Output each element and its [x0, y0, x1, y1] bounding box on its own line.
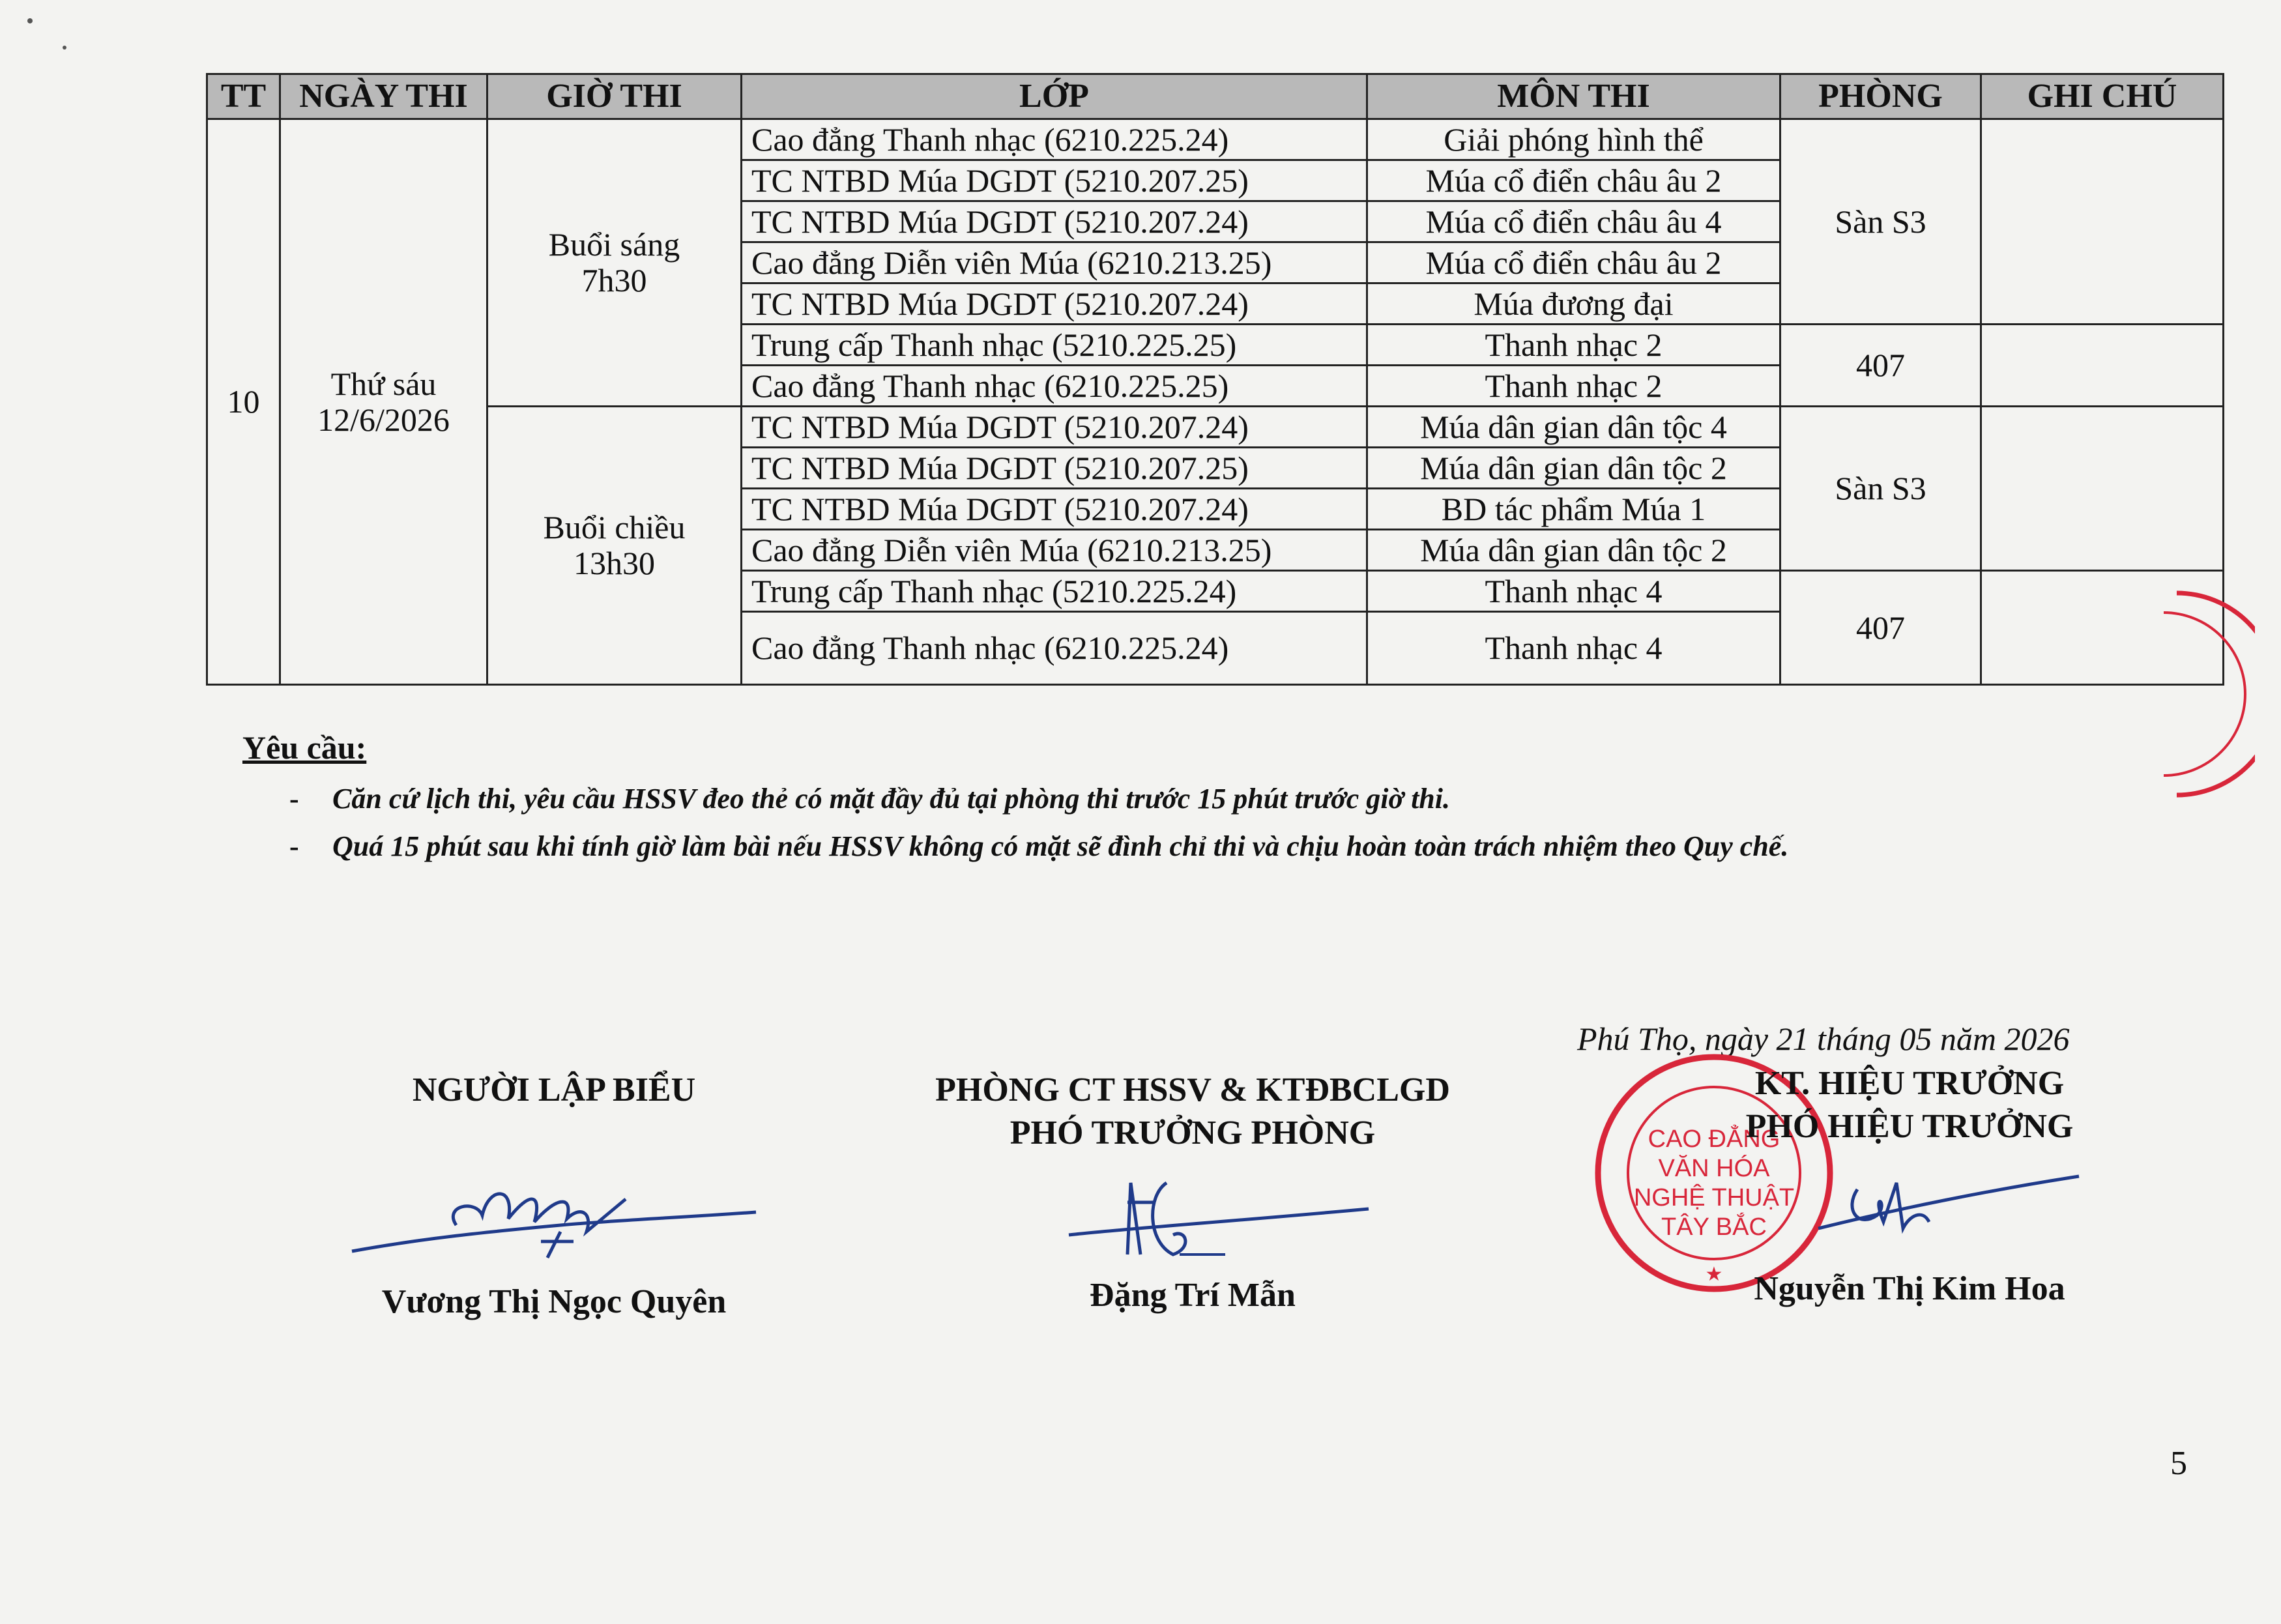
bullet-dash: - — [289, 783, 299, 815]
header-mon-thi: MÔN THI — [1367, 74, 1780, 119]
class-cell: Cao đẳng Diễn viên Múa (6210.213.25) — [742, 242, 1367, 283]
signature-block-department — [867, 1069, 1518, 1329]
class-cell: Trung cấp Thanh nhạc (5210.225.24) — [742, 571, 1367, 612]
header-phong: PHÒNG — [1780, 74, 1981, 119]
tt-cell: 10 — [207, 119, 280, 685]
signer-name: Đặng Trí Mẫn — [1090, 1277, 1296, 1314]
session-time-cell — [487, 407, 742, 685]
svg-text:★: ★ — [1705, 1264, 1723, 1285]
exam-schedule-table — [206, 73, 2224, 686]
class-cell: Cao đẳng Thanh nhạc (6210.225.24) — [742, 612, 1367, 685]
subject-cell: Múa cổ điển châu âu 2 — [1367, 242, 1780, 283]
session-time-cell — [487, 119, 742, 407]
header-gio-thi: GIỜ THI — [487, 74, 742, 119]
class-cell: Cao đẳng Diễn viên Múa (6210.213.25) — [742, 530, 1367, 571]
requirement-text: Quá 15 phút sau khi tính giờ làm bài nếu HSSV không có mặt sẽ đình chỉ thi và chịu hoàn toàn trách nhiệm theo Quy chế. — [332, 830, 1789, 862]
requirement-text: Căn cứ lịch thi, yêu cầu HSSV đeo thẻ có mặt đầy đủ tại phòng thi trước 15 phút trước giờ thi. — [332, 783, 1450, 815]
stamp-line: CAO ĐẲNG — [1648, 1125, 1780, 1153]
header-ngay-thi: NGÀY THI — [280, 74, 487, 119]
subject-cell: Thanh nhạc 2 — [1367, 366, 1780, 407]
bullet-dash: - — [289, 830, 299, 862]
signer-title: PHÒNG CT HSSV & KTĐBCLGD — [935, 1071, 1450, 1109]
class-cell: Cao đẳng Thanh nhạc (6210.225.24) — [742, 119, 1367, 160]
exam-date-cell — [280, 119, 487, 685]
table-header-row — [207, 74, 2224, 119]
exam-date: 12/6/2026 — [317, 401, 450, 438]
header-lop: LỚP — [742, 74, 1367, 119]
subject-cell: Thanh nhạc 4 — [1367, 612, 1780, 685]
stamp-line: VĂN HÓA — [1658, 1155, 1770, 1182]
class-cell: Trung cấp Thanh nhạc (5210.225.25) — [742, 325, 1367, 366]
requirement-item — [289, 782, 1788, 815]
signature-block-vice-principal — [1616, 1062, 2203, 1323]
place-date-line: Phú Thọ, ngày 21 tháng 05 năm 2026 — [1577, 1021, 2070, 1057]
note-cell — [1981, 325, 2224, 407]
scan-speck — [63, 46, 66, 50]
class-cell: TC NTBD Múa DGDT (5210.207.24) — [742, 283, 1367, 325]
header-ghi-chu: GHI CHÚ — [1981, 74, 2224, 119]
class-cell: Cao đẳng Thanh nhạc (6210.225.25) — [742, 366, 1367, 407]
session-time: 7h30 — [581, 262, 647, 298]
class-cell: TC NTBD Múa DGDT (5210.207.25) — [742, 448, 1367, 489]
class-cell: TC NTBD Múa DGDT (5210.207.24) — [742, 489, 1367, 530]
room-cell: 407 — [1780, 571, 1981, 685]
header-tt: TT — [207, 74, 280, 119]
handwritten-signature — [345, 1160, 763, 1271]
note-cell — [1981, 119, 2224, 325]
stamp-line: TÂY BẮC — [1661, 1213, 1767, 1241]
page-number: 5 — [2170, 1445, 2187, 1482]
signer-position: PHÓ TRƯỞNG PHÒNG — [1010, 1114, 1376, 1152]
subject-cell: Thanh nhạc 4 — [1367, 571, 1780, 612]
signer-position: PHÓ HIỆU TRƯỞNG — [1745, 1108, 2074, 1145]
subject-cell: Múa đương đại — [1367, 283, 1780, 325]
subject-cell: Múa dân gian dân tộc 2 — [1367, 448, 1780, 489]
subject-cell: Giải phóng hình thể — [1367, 119, 1780, 160]
handwritten-signature — [1062, 1157, 1375, 1287]
signer-name: Vương Thị Ngọc Quyên — [381, 1283, 727, 1320]
signer-name: Nguyễn Thị Kim Hoa — [1754, 1270, 2065, 1307]
subject-cell: Thanh nhạc 2 — [1367, 325, 1780, 366]
table-row — [207, 407, 2224, 448]
subject-cell: Múa cổ điển châu âu 2 — [1367, 160, 1780, 201]
room-cell: Sàn S3 — [1780, 119, 1981, 325]
stamp-line: NGHỆ THUẬT — [1633, 1184, 1795, 1211]
requirements-title: Yêu cầu: — [242, 729, 367, 766]
signer-title: NGƯỜI LẬP BIỂU — [412, 1071, 696, 1109]
scan-speck — [27, 18, 33, 23]
exam-weekday: Thứ sáu — [330, 365, 437, 402]
class-cell: TC NTBD Múa DGDT (5210.207.24) — [742, 407, 1367, 448]
session-time: 13h30 — [574, 545, 655, 581]
room-cell: 407 — [1780, 325, 1981, 407]
subject-cell: Múa dân gian dân tộc 4 — [1367, 407, 1780, 448]
signer-title: KT. HIỆU TRƯỞNG — [1754, 1065, 2065, 1102]
note-cell — [1981, 407, 2224, 571]
room-cell: Sàn S3 — [1780, 407, 1981, 571]
subject-cell: BD tác phẩm Múa 1 — [1367, 489, 1780, 530]
table-row — [207, 119, 2224, 160]
requirements-list — [242, 782, 1788, 863]
session-name: Buổi chiều — [543, 509, 686, 545]
side-stamp-partial — [2151, 587, 2255, 802]
class-cell: TC NTBD Múa DGDT (5210.207.24) — [742, 201, 1367, 242]
signature-block-preparer — [293, 1069, 815, 1329]
requirement-item — [289, 830, 1788, 863]
session-name: Buổi sáng — [548, 226, 680, 263]
class-cell: TC NTBD Múa DGDT (5210.207.25) — [742, 160, 1367, 201]
requirements-section — [242, 729, 1788, 877]
handwritten-signature — [1799, 1150, 2085, 1254]
subject-cell: Múa dân gian dân tộc 2 — [1367, 530, 1780, 571]
subject-cell: Múa cổ điển châu âu 4 — [1367, 201, 1780, 242]
